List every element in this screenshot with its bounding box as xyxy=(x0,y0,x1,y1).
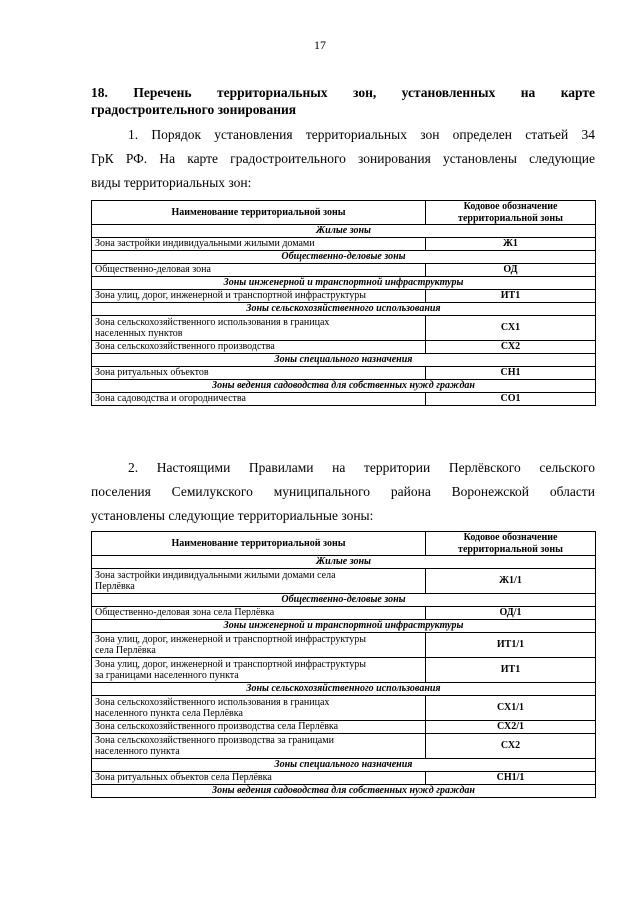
zone-group-title: Жилые зоны xyxy=(92,225,596,238)
zone-name xyxy=(92,367,426,380)
heading-line-2: градостроительного зонирования xyxy=(91,102,297,117)
zone-row xyxy=(92,633,596,658)
zone-group-row xyxy=(92,380,596,393)
zone-name-line-1: Зона улиц, дорог, инженерной и транспортной инфраструктуры xyxy=(95,633,366,645)
zone-code: Ж1/1 xyxy=(426,569,596,594)
zone-group-row xyxy=(92,594,596,607)
column-header-code-line-1: Кодовое обозначение xyxy=(463,532,558,543)
paragraph-2 xyxy=(91,456,595,528)
zone-name-line-1: Зона застройки индивидуальными жилыми домами xyxy=(95,238,315,250)
zone-name-line-1: Зона сельскохозяйственного использования в границах xyxy=(95,696,330,708)
page-number: 17 xyxy=(314,38,326,52)
zone-group-row xyxy=(92,225,596,238)
column-header-zone-name: Наименование территориальной зоны xyxy=(92,532,426,556)
zone-name-line-1: Зона улиц, дорог, инженерной и транспортной инфраструктуры xyxy=(95,658,366,670)
zone-name-line-1: Зона застройки индивидуальными жилыми домами села xyxy=(95,569,336,581)
zone-group-title: Зоны ведения садоводства для собственных нужд граждан xyxy=(92,380,596,393)
zone-group-row xyxy=(92,277,596,290)
heading-line-1: 18. Перечень территориальных зон, установленных на карте xyxy=(91,85,595,100)
zone-row xyxy=(92,393,596,406)
zone-code: ИТ1/1 xyxy=(426,633,596,658)
column-header-code-line-2: территориальной зоны xyxy=(458,212,563,224)
zone-name xyxy=(92,734,426,759)
table-1-body xyxy=(92,225,596,406)
section-heading xyxy=(91,84,595,118)
zone-code: СО1 xyxy=(426,393,596,406)
zone-row xyxy=(92,734,596,759)
zone-row xyxy=(92,290,596,303)
zone-name xyxy=(92,658,426,683)
zone-code: СХ2 xyxy=(426,341,596,354)
zone-name xyxy=(92,633,426,658)
column-header-zone-code xyxy=(426,201,596,225)
paragraph-1-line-1: 1. Порядок установления территориальных зон определен статьей 34 xyxy=(128,127,595,142)
zone-name xyxy=(92,264,426,277)
zone-code: СХ2/1 xyxy=(426,721,596,734)
zone-name-line-1: Зона сельскохозяйственного производства за границами xyxy=(95,734,334,746)
zone-code: ИТ1 xyxy=(426,658,596,683)
zone-code: СХ1/1 xyxy=(426,696,596,721)
zone-name-line-2: за границами населенного пункта xyxy=(95,670,239,681)
zone-code: СХ1 xyxy=(426,316,596,341)
zone-name-line-2: населенных пунктов xyxy=(95,328,183,339)
zone-name-line-2: Перлёвка xyxy=(95,581,135,592)
zone-group-row xyxy=(92,556,596,569)
zone-group-row xyxy=(92,620,596,633)
zone-name-line-2: села Перлёвка xyxy=(95,645,156,656)
zone-row xyxy=(92,607,596,620)
zone-group-row xyxy=(92,251,596,264)
zone-row xyxy=(92,772,596,785)
zone-name-line-1: Зона сельскохозяйственного использования в границах xyxy=(95,316,330,328)
zone-name-line-1: Зона сельскохозяйственного производства села Перлёвка xyxy=(95,721,339,733)
zone-row xyxy=(92,721,596,734)
zone-name xyxy=(92,772,426,785)
zone-group-title: Общественно-деловые зоны xyxy=(92,251,596,264)
zone-name xyxy=(92,696,426,721)
paragraph-2-line-3: установлены следующие территориальные зоны: xyxy=(91,508,374,523)
paragraph-2-line-1: 2. Настоящими Правилами на территории Перлёвского сельского xyxy=(128,460,595,475)
zone-code: ОД/1 xyxy=(426,607,596,620)
zone-row xyxy=(92,658,596,683)
zone-name-line-1: Общественно-деловая зона xyxy=(95,264,211,276)
zone-code: СН1 xyxy=(426,367,596,380)
column-header-zone-name: Наименование территориальной зоны xyxy=(92,201,426,225)
zone-name-line-1: Общественно-деловая зона села Перлёвка xyxy=(95,607,275,619)
paragraph-1 xyxy=(91,123,595,195)
zone-code: СХ2 xyxy=(426,734,596,759)
zone-name-line-2: населенного пункта xyxy=(95,746,180,757)
zone-row xyxy=(92,367,596,380)
zones-table-2 xyxy=(91,531,596,798)
zone-group-title: Зоны сельскохозяйственного использования xyxy=(92,303,596,316)
zone-group-title: Зоны сельскохозяйственного использования xyxy=(92,683,596,696)
zone-name xyxy=(92,290,426,303)
paragraph-2-line-2: поселения Семилукского муниципального района Воронежской области xyxy=(91,484,595,499)
zone-code: СН1/1 xyxy=(426,772,596,785)
zone-row xyxy=(92,341,596,354)
zone-group-title: Зоны инженерной и транспортной инфраструктуры xyxy=(92,620,596,633)
zone-name-line-1: Зона ритуальных объектов xyxy=(95,367,209,379)
zone-group-title: Зоны ведения садоводства для собственных нужд граждан xyxy=(92,785,596,798)
zone-name-line-2: населенного пункта села Перлёвка xyxy=(95,708,243,719)
zones-table-1 xyxy=(91,200,596,406)
zone-name xyxy=(92,569,426,594)
column-header-code-line-1: Кодовое обозначение xyxy=(463,201,558,212)
table-header-row xyxy=(92,201,596,225)
zone-name xyxy=(92,607,426,620)
zone-group-title: Жилые зоны xyxy=(92,556,596,569)
zone-name xyxy=(92,316,426,341)
zone-row xyxy=(92,316,596,341)
column-header-code-line-2: территориальной зоны xyxy=(458,543,563,555)
zone-group-row xyxy=(92,759,596,772)
zone-group-row xyxy=(92,683,596,696)
zone-row xyxy=(92,696,596,721)
zone-name xyxy=(92,341,426,354)
zone-row xyxy=(92,569,596,594)
zone-name-line-1: Зона ритуальных объектов села Перлёвка xyxy=(95,772,272,784)
table-header-row xyxy=(92,532,596,556)
table-2-body xyxy=(92,556,596,798)
zone-group-title: Общественно-деловые зоны xyxy=(92,594,596,607)
column-header-zone-code xyxy=(426,532,596,556)
zone-group-row xyxy=(92,785,596,798)
zone-code: ИТ1 xyxy=(426,290,596,303)
zone-name xyxy=(92,721,426,734)
paragraph-1-line-2: ГрК РФ. На карте градостроительного зонирования установлены следующие xyxy=(91,151,595,166)
zone-name-line-1: Зона садоводства и огородничества xyxy=(95,393,246,405)
paragraph-1-line-3: виды территориальных зон: xyxy=(91,175,252,190)
zone-code: ОД xyxy=(426,264,596,277)
zone-name xyxy=(92,238,426,251)
zone-name-line-1: Зона сельскохозяйственного производства xyxy=(95,341,275,353)
zone-group-row xyxy=(92,303,596,316)
zone-code: Ж1 xyxy=(426,238,596,251)
zone-name-line-1: Зона улиц, дорог, инженерной и транспортной инфраструктуры xyxy=(95,290,366,302)
zone-group-row xyxy=(92,354,596,367)
zone-row xyxy=(92,264,596,277)
zone-group-title: Зоны специального назначения xyxy=(92,759,596,772)
zone-group-title: Зоны специального назначения xyxy=(92,354,596,367)
zone-group-title: Зоны инженерной и транспортной инфраструктуры xyxy=(92,277,596,290)
zone-name xyxy=(92,393,426,406)
zone-row xyxy=(92,238,596,251)
